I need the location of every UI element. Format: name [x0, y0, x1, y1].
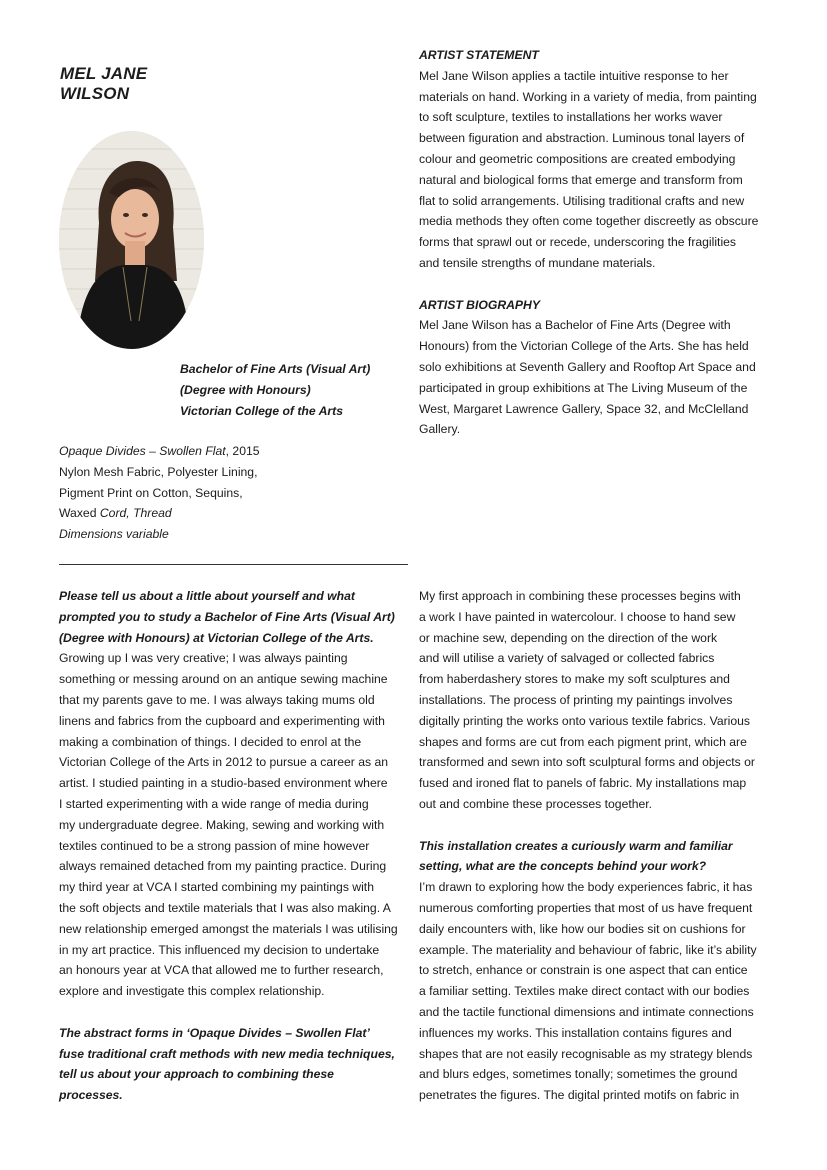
- question-1: [59, 586, 398, 648]
- artwork-materials-line-2: Pigment Print on Cotton, Sequins,: [59, 485, 243, 500]
- text-line: example. The materiality and behaviour of fabric, like it’s ability: [419, 942, 757, 957]
- artwork-materials-plain: Waxed: [59, 506, 100, 521]
- text-line: I’m drawn to exploring how the body experiences fabric, it has: [419, 880, 753, 895]
- text-line: and the tactile functional dimensions and intimate connections: [419, 1004, 754, 1019]
- text-line: flat to solid arrangements. Utilising traditional crafts and new: [419, 193, 745, 208]
- portrait-image: [59, 131, 204, 349]
- text-line: the soft objects and textile materials that I was also making. A: [59, 900, 391, 915]
- artist-name-line-2: WILSON: [60, 84, 130, 103]
- text-line: The abstract forms in ‘Opaque Divides – Swollen Flat’: [59, 1025, 370, 1040]
- text-line: shapes and forms are cut from each pigment print, which are: [419, 734, 747, 749]
- answer-1: [59, 648, 398, 1002]
- artist-name-line-1: MEL JANE: [60, 64, 148, 83]
- artwork-title-line: [59, 441, 260, 462]
- text-line: a familiar setting. Textiles make direct contact with our bodies: [419, 984, 750, 999]
- question-3: [419, 836, 757, 878]
- text-line: penetrates the figures. The digital printed motifs on fabric in: [419, 1088, 740, 1103]
- artwork-title: Opaque Divides – Swollen Flat: [59, 444, 226, 458]
- interview-right-column: [419, 586, 757, 1106]
- statement-text: [419, 66, 758, 274]
- text-line: forms that sprawl out or recede, underscoring the fragilities: [419, 235, 737, 250]
- artwork-materials-italic: Cord, Thread: [99, 506, 172, 521]
- text-line: West, Margaret Lawrence Gallery, Space 32, and McClelland: [419, 401, 749, 416]
- biography-heading: ARTIST BIOGRAPHY: [419, 297, 540, 312]
- text-line: explore and investigate this complex relationship.: [59, 984, 325, 999]
- artwork-materials-line-1: Nylon Mesh Fabric, Polyester Lining,: [59, 464, 258, 479]
- text-line: always remained detached from my painting practice. During: [59, 859, 387, 874]
- text-line: numerous comforting properties that most of us have frequent: [419, 900, 753, 915]
- text-line: to stretch, enhance or constrain is one aspect that can entice: [419, 963, 748, 978]
- answer-3: [419, 877, 757, 1106]
- text-line: influences my works. This installation contains figures and: [419, 1025, 732, 1040]
- biography-text: [419, 315, 758, 440]
- degree-info: [180, 359, 370, 421]
- text-line: daily encounters with, like how our bodies sit on cushions for: [419, 921, 746, 936]
- text-line: linens and fabrics from the cupboard and experimenting with: [59, 713, 385, 728]
- text-line: participated in group exhibitions at The Living Museum of the: [419, 380, 748, 395]
- text-line: that my parents gave to me. I was always taking mums old: [59, 692, 375, 707]
- statement-heading: ARTIST STATEMENT: [419, 48, 539, 62]
- text-line: Mel Jane Wilson has a Bachelor of Fine Arts (Degree with: [419, 318, 731, 333]
- question-2: [59, 1023, 398, 1106]
- text-line: Victorian College of the Arts in 2012 to pursue a career as an: [59, 755, 389, 770]
- text-line: media methods they often come together discreetly as obscure: [419, 214, 759, 229]
- degree-line-3: Victorian College of the Arts: [180, 403, 343, 418]
- text-line: Please tell us about a little about yourself and what: [59, 589, 355, 603]
- text-line: something or messing around on an antique sewing machine: [59, 672, 388, 687]
- text-line: Mel Jane Wilson applies a tactile intuitive response to her: [419, 68, 729, 83]
- spacer: [419, 274, 758, 295]
- text-line: I started experimenting with a wide range of media during: [59, 796, 369, 811]
- spacer: [419, 815, 757, 836]
- spacer: [59, 1002, 398, 1023]
- text-line: natural and biological forms that emerge and transform from: [419, 172, 743, 187]
- artwork-year: , 2015: [225, 444, 260, 458]
- text-line: my third year at VCA I started combining my paintings with: [59, 880, 374, 895]
- statement-column: [419, 45, 758, 440]
- text-line: materials on hand. Working in a variety of media, from painting: [419, 89, 757, 104]
- artwork-dimensions: [59, 524, 260, 545]
- artwork-caption: [59, 441, 260, 545]
- text-line: new relationship emerged amongst the materials I was utilising: [59, 921, 398, 936]
- text-line: Gallery.: [419, 422, 461, 437]
- text-line: an honours year at VCA that allowed me to further research,: [59, 963, 384, 978]
- text-line: from haberdashery stores to make my soft sculptures and: [419, 672, 730, 687]
- artist-name: [60, 64, 147, 104]
- text-line: solo exhibitions at Seventh Gallery and Rooftop Art Space and: [419, 359, 756, 374]
- degree-line-1: Bachelor of Fine Arts (Visual Art): [180, 362, 371, 376]
- text-line: artist. I studied painting in a studio-based environment where: [59, 776, 388, 791]
- interview-left-column: [59, 586, 398, 1106]
- text-line: transformed and sewn into soft sculptural forms and objects or: [419, 755, 755, 770]
- text-line: My first approach in combining these processes begins with: [419, 589, 741, 603]
- text-line: and tensile strengths of mundane materials.: [419, 255, 656, 270]
- text-line: processes.: [59, 1088, 123, 1103]
- text-line: setting, what are the concepts behind your work?: [419, 859, 707, 874]
- text-line: and will utilise a variety of salvaged or collected fabrics: [419, 651, 715, 666]
- artist-portrait: [59, 131, 204, 349]
- text-line: fuse traditional craft methods with new media techniques,: [59, 1046, 395, 1061]
- text-line: in my art practice. This influenced my decision to undertake: [59, 942, 380, 957]
- text-line: to soft sculpture, textiles to installations her works waver: [419, 110, 723, 125]
- text-line: digitally printing the works onto various textile fabrics. Various: [419, 713, 751, 728]
- degree-line-2: (Degree with Honours): [180, 382, 311, 397]
- text-line: Honours) from the Victorian College of the Arts. She has held: [419, 339, 749, 354]
- text-line: (Degree with Honours) at Victorian College of the Arts.: [59, 630, 374, 645]
- text-line: and blurs edges, sometimes tonally; sometimes the ground: [419, 1067, 738, 1082]
- text-line: This installation creates a curiously warm and familiar: [419, 838, 733, 853]
- text-line: fused and ironed flat to panels of fabric. My installations map: [419, 776, 747, 791]
- text-line: between figuration and abstraction. Luminous tonal layers of: [419, 131, 745, 146]
- text-line: installations. The process of printing my paintings involves: [419, 692, 733, 707]
- text-line: Growing up I was very creative; I was always painting: [59, 651, 348, 666]
- text-line: prompted you to study a Bachelor of Fine Arts (Visual Art): [59, 609, 395, 624]
- answer-2: [419, 586, 757, 815]
- text-line: or machine sew, depending on the direction of the work: [419, 630, 718, 645]
- text-line: a work I have painted in watercolour. I choose to hand sew: [419, 609, 736, 624]
- text-line: textiles continued to be a strong passion of mine however: [59, 838, 370, 853]
- text-line: making a combination of things. I decided to enrol at the: [59, 734, 362, 749]
- artwork-materials-line-3: [59, 503, 260, 524]
- text-line: shapes that are not easily recognisable as my strategy blends: [419, 1046, 753, 1061]
- text-line: colour and geometric compositions are created embodying: [419, 151, 736, 166]
- text-line: tell us about your approach to combining these: [59, 1067, 334, 1082]
- section-divider: [59, 564, 408, 565]
- text-line: my undergraduate degree. Making, sewing and working with: [59, 817, 385, 832]
- text-line: out and combine these processes together.: [419, 796, 653, 811]
- artwork-dimensions-text: Dimensions variable: [59, 527, 169, 542]
